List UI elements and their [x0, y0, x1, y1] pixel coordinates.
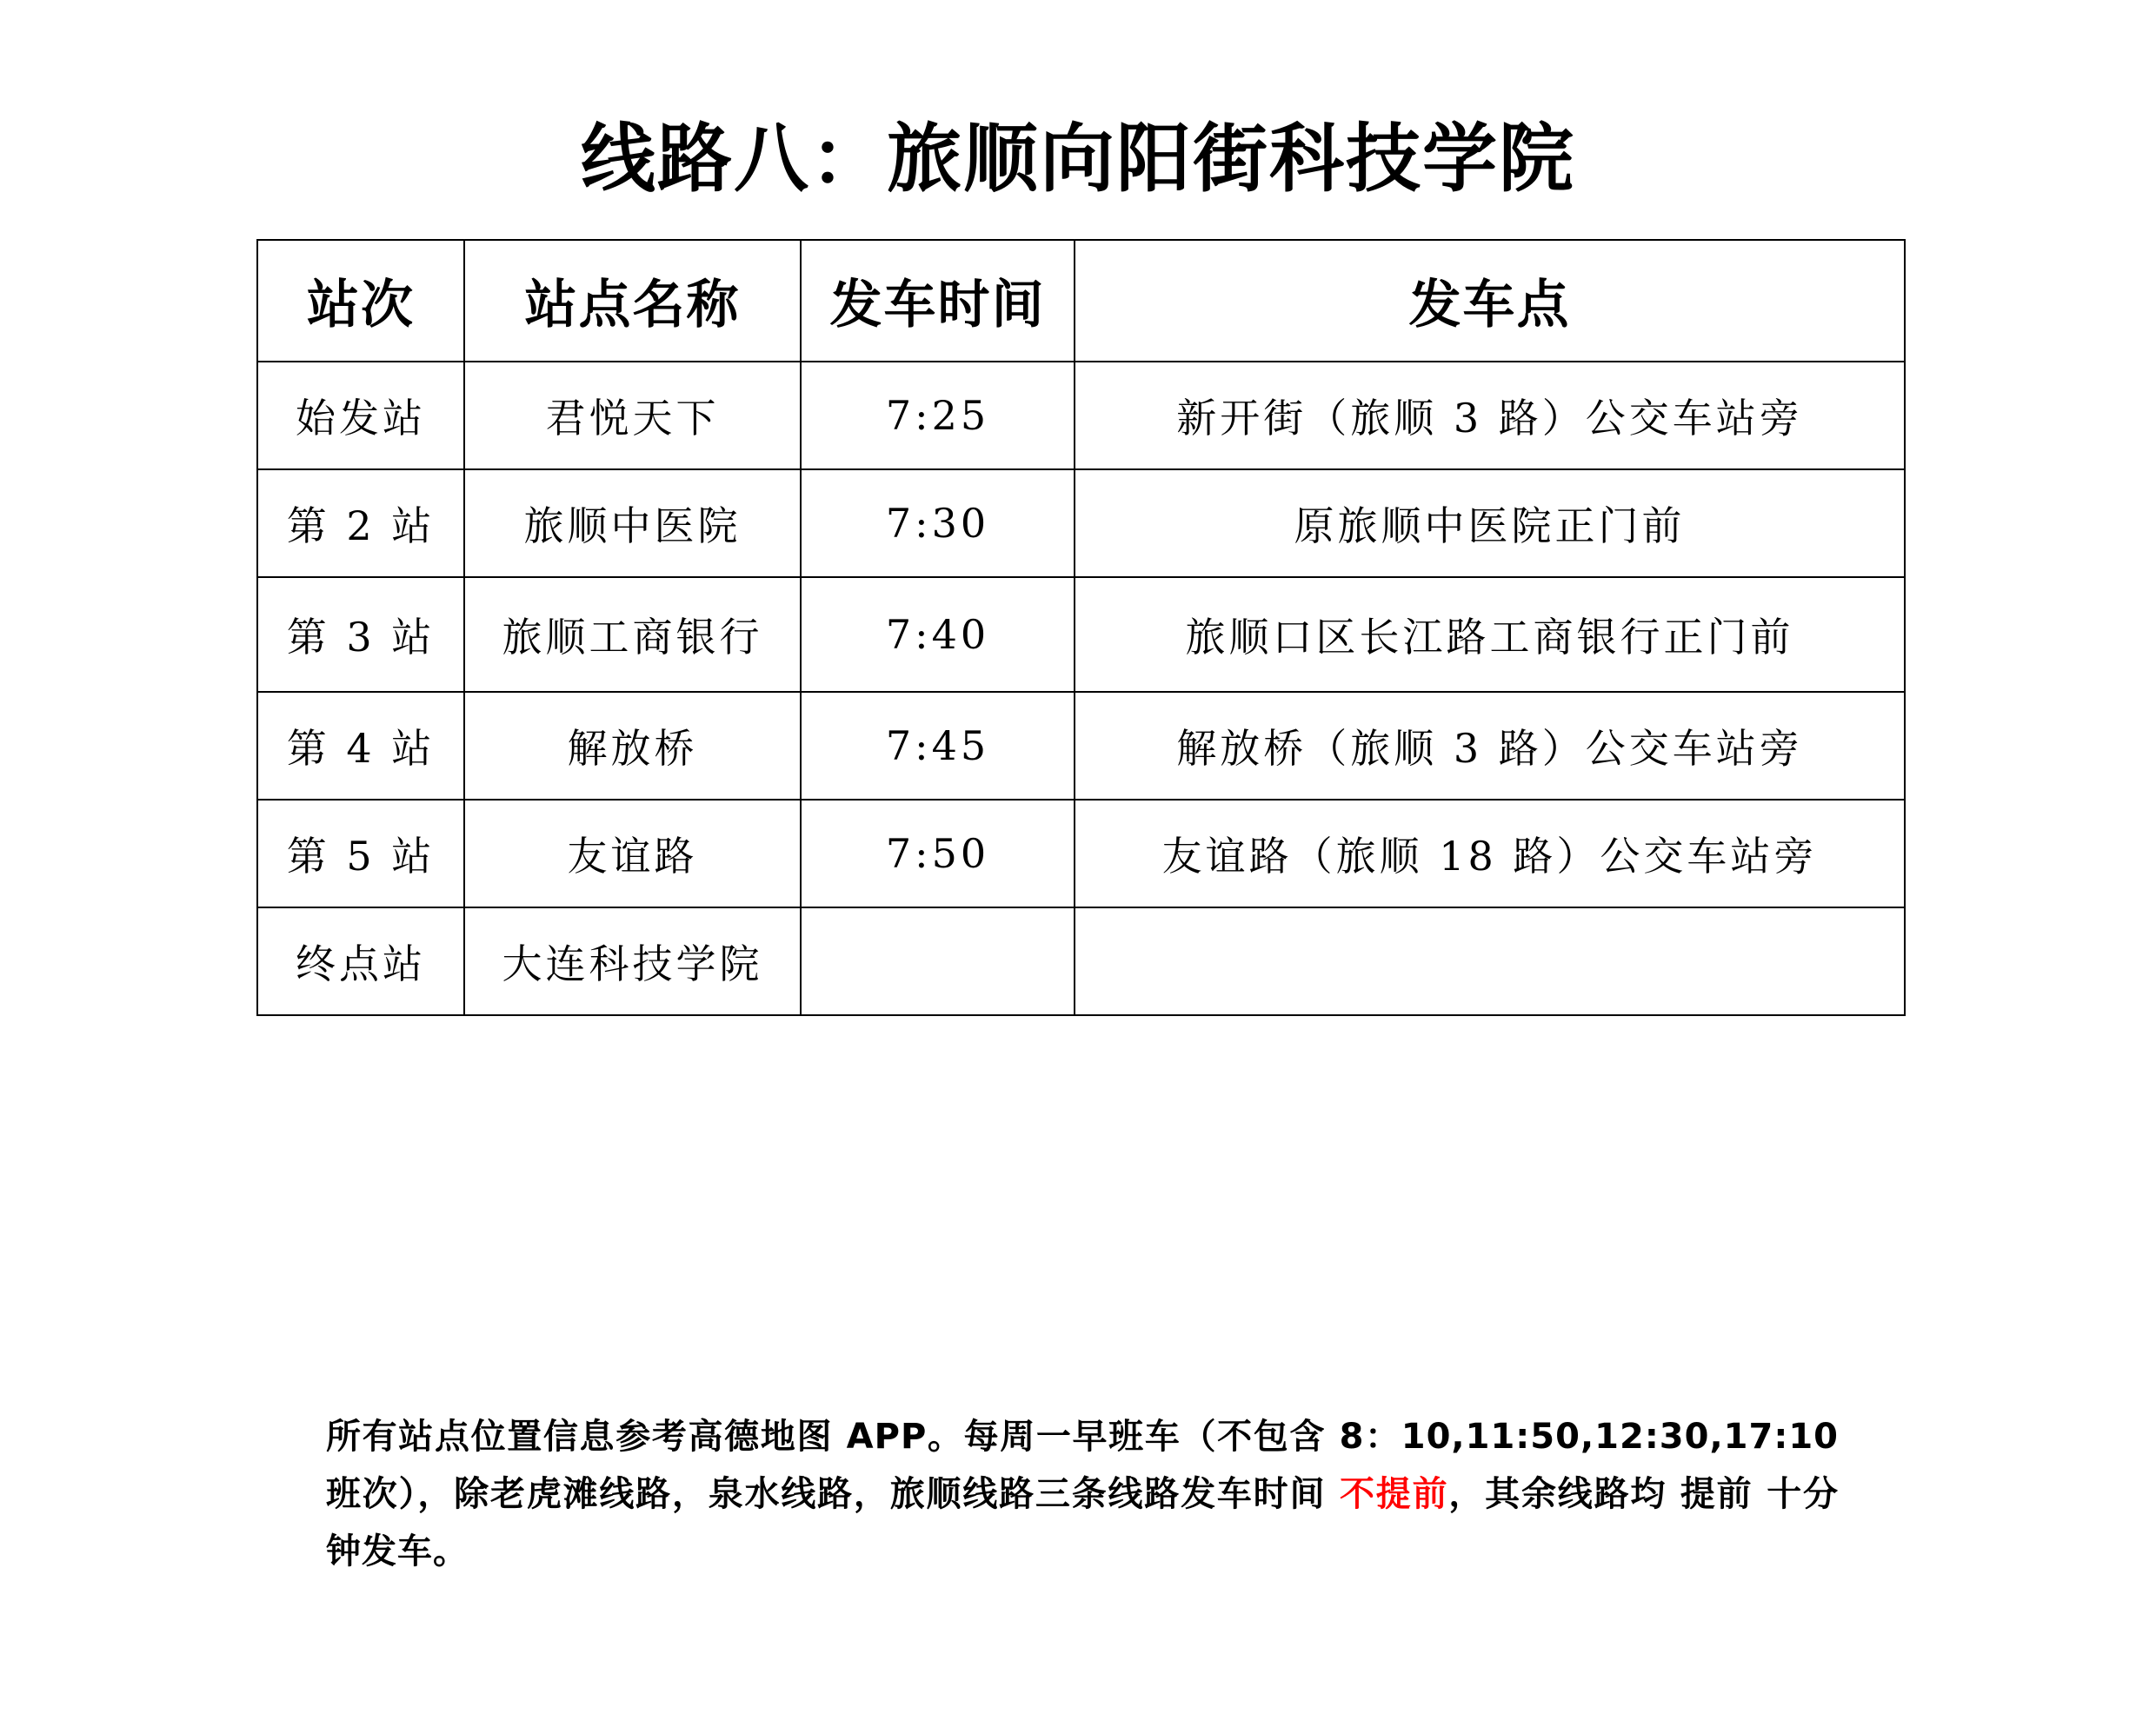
cell-stop-name: 君悦天下 [464, 362, 801, 469]
table-row [257, 469, 1905, 577]
cell-stop-name: 解放桥 [464, 692, 801, 800]
note-highlight: 不提前 [1340, 1474, 1449, 1514]
cell-stop-order: 始发站 [257, 362, 464, 469]
cell-stop-name: 大连科技学院 [464, 907, 801, 1015]
note-text-part2: ，其余线路均 提前 十分钟发车。 [326, 1474, 1839, 1571]
cell-depart-time: 7:40 [801, 577, 1075, 692]
cell-stop-order: 第 2 站 [257, 469, 464, 577]
table-row [257, 692, 1905, 800]
table-row [257, 800, 1905, 907]
cell-depart-time: 7:45 [801, 692, 1075, 800]
table-row [257, 907, 1905, 1015]
cell-stop-order: 第 3 站 [257, 577, 464, 692]
cell-stop-order: 终点站 [257, 907, 464, 1015]
schedule-note [326, 1408, 1839, 1580]
cell-stop-order: 第 4 站 [257, 692, 464, 800]
cell-depart-point: 新开街（旅顺 3 路）公交车站旁 [1075, 362, 1905, 469]
bus-schedule-table [256, 239, 1906, 1016]
cell-stop-name: 旅顺中医院 [464, 469, 801, 577]
cell-depart-point: 友谊路（旅顺 18 路）公交车站旁 [1075, 800, 1905, 907]
cell-depart-time: 7:50 [801, 800, 1075, 907]
table-header-row [257, 240, 1905, 362]
cell-depart-time: 7:25 [801, 362, 1075, 469]
header-depart-time: 发车时间 [801, 240, 1075, 362]
cell-depart-time: 7:30 [801, 469, 1075, 577]
cell-stop-name: 旅顺工商银行 [464, 577, 801, 692]
header-depart-point: 发车点 [1075, 240, 1905, 362]
cell-depart-point [1075, 907, 1905, 1015]
cell-depart-point: 原旅顺中医院正门前 [1075, 469, 1905, 577]
note-text-part1: 所有站点位置信息参考高德地图 APP。每周一早班车（不包含 8：10,11:50,12:30,17:10 班次），除老虎滩线路，泉水线路，旅顺线路三条线路发车时间 [326, 1417, 1839, 1514]
table-row [257, 362, 1905, 469]
header-stop-name: 站点名称 [464, 240, 801, 362]
cell-depart-point: 旅顺口区长江路工商银行正门前 [1075, 577, 1905, 692]
header-stop-order: 站次 [257, 240, 464, 362]
table-row [257, 577, 1905, 692]
cell-stop-name: 友谊路 [464, 800, 801, 907]
cell-depart-point: 解放桥（旅顺 3 路）公交车站旁 [1075, 692, 1905, 800]
page-title: 线路八：旅顺向阳街科技学院 [581, 116, 1575, 203]
cell-stop-order: 第 5 站 [257, 800, 464, 907]
cell-depart-time [801, 907, 1075, 1015]
